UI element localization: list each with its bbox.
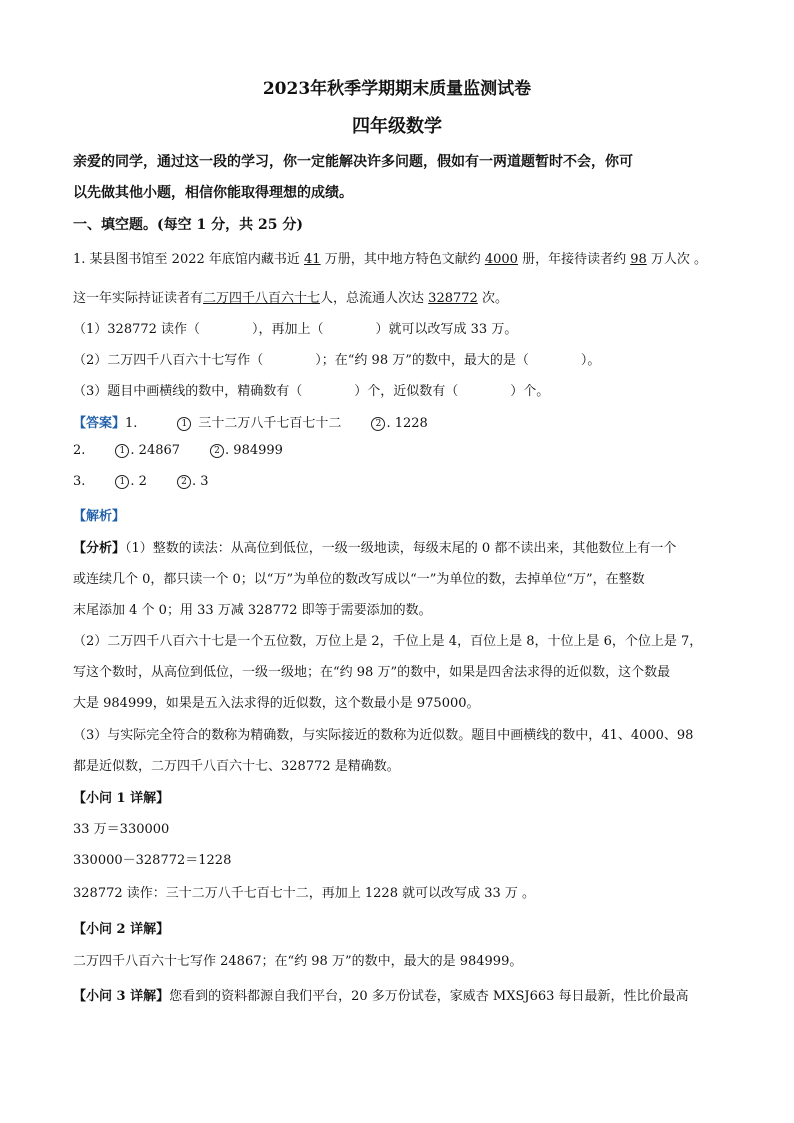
- question-1-sub-2: （2）二万四千八百六十七写作（ ）；在“约 98 万”的数中，最大的是（ ）。: [73, 353, 601, 368]
- intro-line-2: 以先做其他小题，相信你能取得理想的成绩。: [73, 185, 353, 201]
- circled-1-icon: 1: [115, 444, 129, 458]
- analysis-p2-line-3: 大是 984999，如果是五入法求得的近似数，这个数最小是 975000。: [73, 696, 480, 711]
- exam-title: 2023年秋季学期期末质量监测试卷: [262, 79, 532, 99]
- detail-3-tail-text: 您看到的资料都源自我们平台，20 多万份试卷，家威杏 MXSJ663 每日最新，性比价最高: [169, 989, 689, 1004]
- analysis-sub-label: 【分析】: [73, 541, 126, 556]
- analysis-p1-line-2: 或连续几个 0，都只读一个 0；以“万”为单位的数改写成以“一”为单位的数，去掉单位“万”，在整数: [73, 572, 645, 587]
- question-1-sub-1: （1）328772 读作（ ），再加上（ ）就可以改写成 33 万。: [73, 322, 518, 337]
- q1-text-c: 册，年接待读者约: [517, 252, 631, 267]
- question-1-sub-3: （3）题目中画横线的数中，精确数有（ ）个，近似数有（ ）个。: [73, 384, 550, 399]
- q1-line2-c: 次。: [477, 291, 508, 306]
- answer-1-number: 1.: [125, 416, 138, 431]
- answer-1-value-2: . 1228: [386, 416, 428, 431]
- analysis-p2-line-1: （2）二万四千八百六十七是一个五位数，万位上是 2，千位上是 4，百位上是 8，十位上是 6，个位上是 7，: [73, 634, 703, 649]
- detail-2-label: 【小问 2 详解】: [73, 922, 170, 937]
- answer-2-value-1: . 24867: [130, 443, 181, 458]
- exam-subtitle: 四年级数学: [352, 116, 442, 137]
- detail-2-line-1: 二万四千八百六十七写作 24867；在“约 98 万”的数中，最大的是 984999。: [73, 954, 523, 969]
- detail-3-label: 【小问 3 详解】: [73, 989, 170, 1004]
- q1-underlined-readers: 二万四千八百六十七: [203, 291, 321, 306]
- analysis-p1-text-1: （1）整数的读法：从高位到低位，一级一级地读，每级末尾的 0 都不读出来，其他数位上有一个: [125, 541, 677, 556]
- answer-2-value-2: . 984999: [225, 443, 283, 458]
- section-heading: 一、填空题。(每空 1 分，共 25 分): [73, 217, 303, 233]
- q1-text-b: 万册，其中地方特色文献约: [320, 252, 485, 267]
- analysis-label: 【解析】: [73, 509, 126, 524]
- question-1-line-2: [73, 287, 508, 306]
- q1-text-d: 万人次 。: [646, 252, 708, 267]
- detail-1-line-2: 330000－328772＝1228: [73, 853, 232, 868]
- answer-3-number: 3.: [73, 474, 86, 489]
- answer-row-2: [73, 443, 283, 458]
- q1-line2-b: 人，总流通人次达: [320, 291, 429, 306]
- detail-3-line: [73, 985, 689, 1004]
- q1-text-a: 1. 某县图书馆至 2022 年底馆内藏书近: [73, 252, 305, 267]
- analysis-p2-line-2: 写这个数时，从高位到低位，一级一级地；在“约 98 万”的数中，如果是四舍法求得的近似数，这个数最: [73, 665, 671, 680]
- analysis-p1-line-1: [73, 537, 676, 556]
- detail-1-line-1: 33 万＝330000: [73, 822, 170, 837]
- intro-line-1: 亲爱的同学，通过这一段的学习，你一定能解决许多问题，假如有一两道题暂时不会，你可: [73, 154, 633, 170]
- q1-underlined-98: 98: [630, 252, 647, 267]
- detail-1-label: 【小问 1 详解】: [73, 791, 170, 806]
- answer-3-value-2: . 3: [191, 474, 209, 489]
- analysis-p3-line-1: （3）与实际完全符合的数称为精确数，与实际接近的数称为近似数。题目中画横线的数中，41、4000、98: [73, 728, 694, 743]
- circled-1-icon: 1: [115, 475, 129, 489]
- answer-1-value-1: 三十二万八千七百七十二: [198, 416, 342, 431]
- answer-row-3: [73, 474, 209, 489]
- q1-underlined-328772: 328772: [428, 291, 478, 306]
- analysis-p3-line-2: 都是近似数，二万四千八百六十七、328772 是精确数。: [73, 759, 400, 774]
- circled-2-icon: 2: [371, 417, 385, 431]
- circled-1-icon: 1: [177, 417, 191, 431]
- question-1-line-1: [73, 248, 707, 267]
- q1-underlined-41: 41: [304, 252, 321, 267]
- detail-1-line-3: 328772 读作：三十二万八千七百七十二，再加上 1228 就可以改写成 33 万 。: [73, 886, 536, 901]
- circled-2-icon: 2: [177, 475, 191, 489]
- circled-2-icon: 2: [210, 444, 224, 458]
- q1-line2-a: 这一年实际持证读者有: [73, 291, 204, 306]
- answer-row-1: [73, 412, 428, 431]
- analysis-p1-line-3: 末尾添加 4 个 0；用 33 万减 328772 即等于需要添加的数。: [73, 603, 432, 618]
- answer-label: 【答案】: [73, 416, 126, 431]
- answer-3-value-1: . 2: [130, 474, 147, 489]
- answer-2-number: 2.: [73, 443, 86, 458]
- q1-underlined-4000: 4000: [484, 252, 518, 267]
